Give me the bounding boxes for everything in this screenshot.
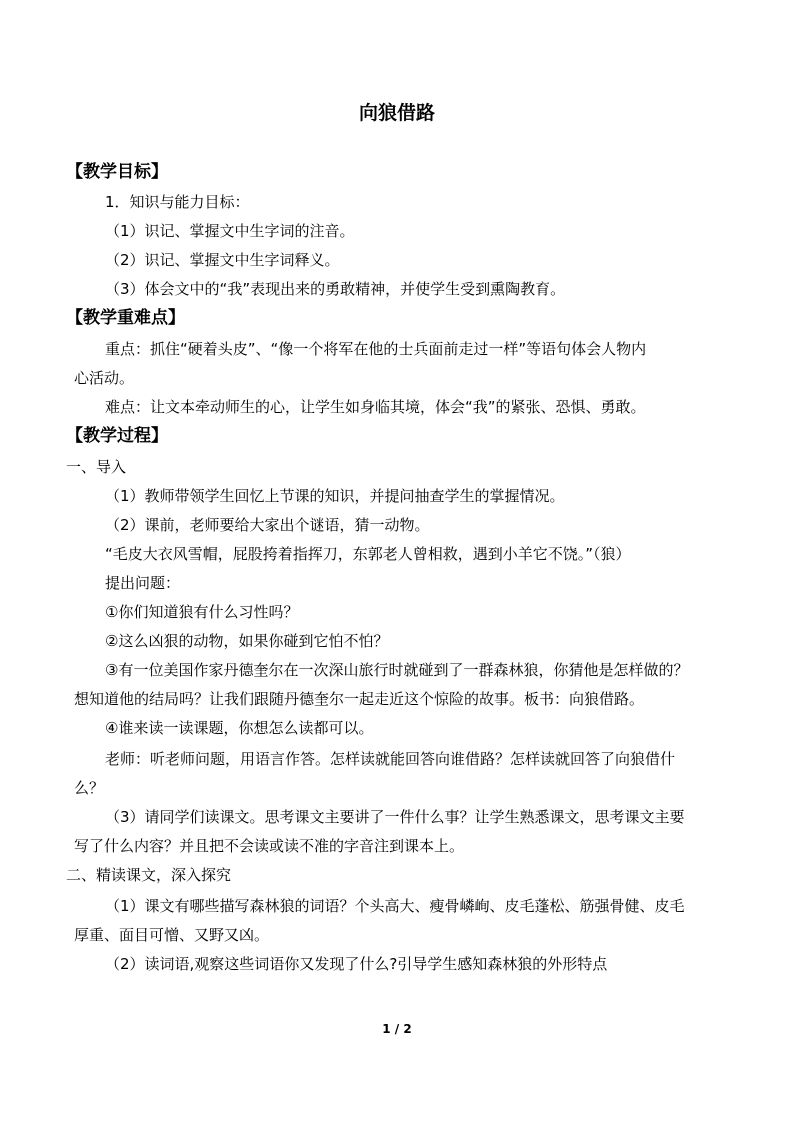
question-2: ②这么凶狠的动物，如果你碰到它怕不怕？ [105, 632, 389, 650]
part2-item-1-line-1: （1）课文有哪些描写森林狼的词语？个头高大、瘦骨嶙峋、皮毛蓬松、筋强骨健、皮毛 [105, 897, 685, 915]
part2-item-2: （2）读词语,观察这些词语你又发现了什么?引导学生感知森林狼的外形特点 [105, 955, 608, 973]
goals-heading: 【教学目标】 [66, 162, 168, 182]
part1-item-3-line-1: （3）请同学们读课文。思考课文主要讲了一件什么事？让学生熟悉课文，思考课文主要 [105, 808, 685, 826]
part2-heading: 二、精读课文，深入探究 [66, 866, 232, 884]
page-title: 向狼借路 [358, 102, 435, 124]
key-point-line-1: 重点：抓住“硬着头皮”、“像一个将军在他的士兵面前走过一样”等语句体会人物内 [105, 340, 647, 358]
goal-1: 1．知识与能力目标： [105, 193, 250, 211]
goal-1-3: （3）体会文中的“我”表现出来的勇敢精神，并使学生受到熏陶教育。 [105, 280, 566, 298]
teacher-line-2: 么？ [74, 779, 105, 797]
question-4: ④谁来读一读课题，你想怎么读都可以。 [105, 719, 374, 737]
question-3-line-2: 想知道他的结局吗？让我们跟随丹德奎尔一起走近这个惊险的故事。板书：向狼借路。 [74, 690, 645, 708]
goal-1-1: （1）识记、掌握文中生字词的注音。 [105, 222, 355, 240]
question-3-line-1: ③有一位美国作家丹德奎尔在一次深山旅行时就碰到了一群森林狼，你猜他是怎样做的？ [105, 661, 689, 679]
raise-question: 提出问题： [105, 574, 181, 592]
part1-item-1: （1）教师带领学生回忆上节课的知识，并提问抽查学生的掌握情况。 [105, 487, 565, 505]
riddle-text: “毛皮大衣风雪帽，屁股挎着指挥刀，东郭老人曾相救，遇到小羊它不饶。”（狼） [105, 545, 631, 563]
part1-item-2: （2）课前，老师要给大家出个谜语，猜一动物。 [105, 516, 430, 534]
part2-item-1-line-2: 厚重、面目可憎、又野又凶。 [74, 926, 270, 944]
key-heading: 【教学重难点】 [66, 308, 185, 328]
key-point-line-2: 心活动。 [74, 369, 135, 387]
question-1: ①你们知道狼有什么习性吗？ [105, 603, 299, 621]
process-heading: 【教学过程】 [66, 426, 168, 446]
part1-item-3-line-2: 写了什么内容？并且把不会读或读不准的字音注到课本上。 [74, 837, 465, 855]
page-number: 1 / 2 [382, 1022, 412, 1036]
part1-heading: 一、导入 [66, 458, 127, 476]
goal-1-2: （2）识记、掌握文中生字词释义。 [105, 251, 340, 269]
teacher-line-1: 老师：听老师问题，用语言作答。怎样读就能回答向谁借路？怎样读就回答了向狼借什 [105, 750, 676, 768]
difficult-point: 难点：让文本牵动师生的心，让学生如身临其境，体会“我”的紧张、恐惧、勇敢。 [105, 398, 646, 416]
